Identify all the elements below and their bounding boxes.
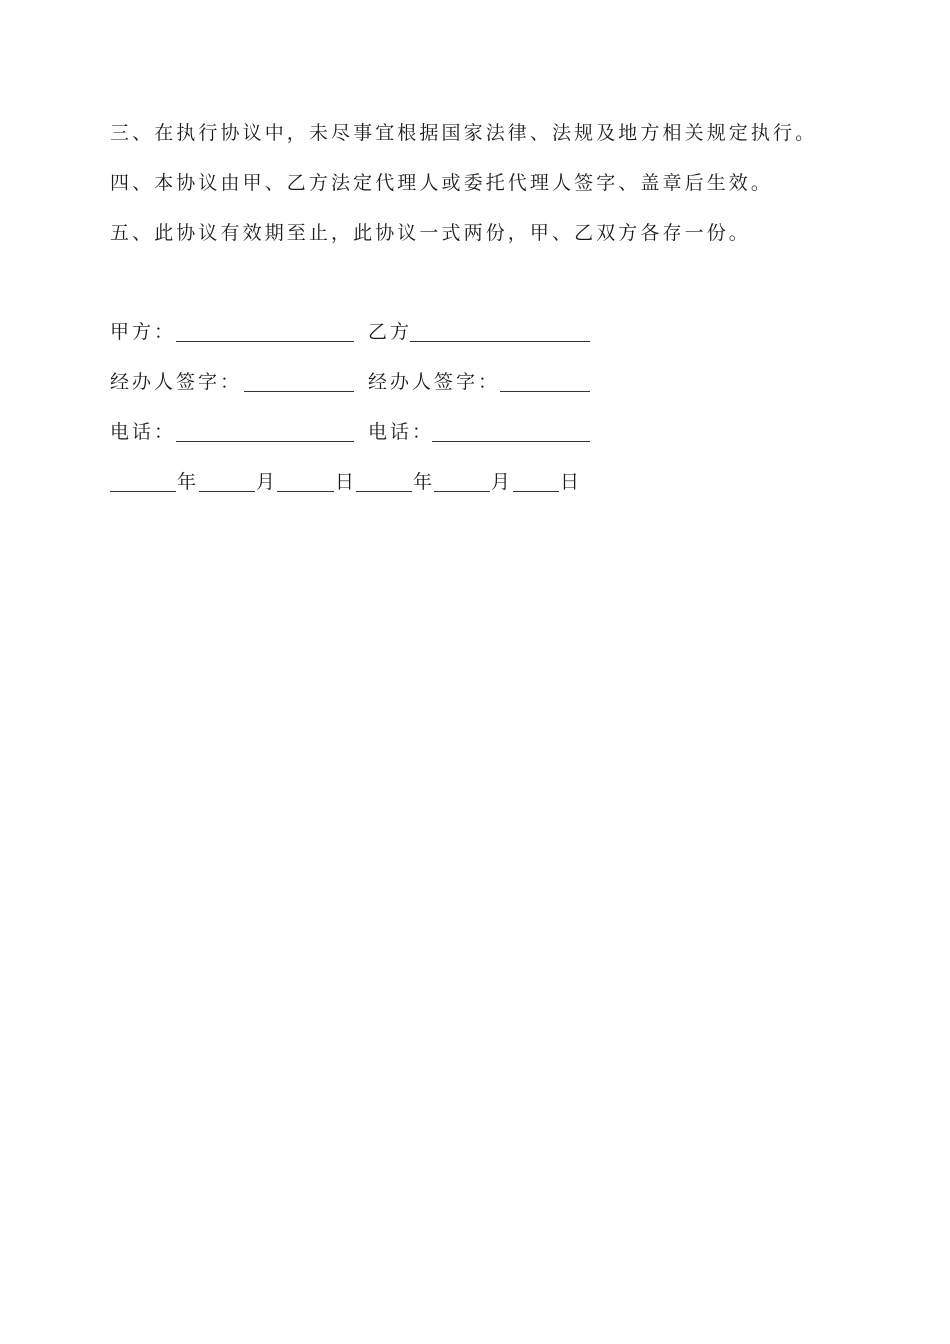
agent-sign-a-blank[interactable] <box>244 370 354 392</box>
date-b-day-blank[interactable] <box>513 470 559 492</box>
party-a-blank[interactable] <box>176 320 354 342</box>
phone-a-blank[interactable] <box>176 420 354 442</box>
clause-4: 四、本协议由甲、乙方法定代理人或委托代理人签字、盖章后生效。 <box>110 172 774 194</box>
date-a-month-blank[interactable] <box>199 470 255 492</box>
date-a-year-label: 年 <box>177 471 197 493</box>
date-a-day-label: 日 <box>335 471 355 493</box>
party-a-label: 甲方： <box>110 321 177 343</box>
date-b-month-blank[interactable] <box>434 470 490 492</box>
date-a-month-label: 月 <box>256 471 276 493</box>
date-b-year-label: 年 <box>413 471 433 493</box>
party-b-label: 乙方 <box>368 321 413 343</box>
party-b-blank[interactable] <box>410 320 590 342</box>
date-b-day-label: 日 <box>560 471 580 493</box>
date-b-month-label: 月 <box>491 471 511 493</box>
agent-sign-b-blank[interactable] <box>500 370 590 392</box>
agent-sign-b-label: 经办人签字： <box>368 371 501 393</box>
date-b-year-blank[interactable] <box>356 470 412 492</box>
date-a-year-blank[interactable] <box>110 470 176 492</box>
phone-b-blank[interactable] <box>432 420 590 442</box>
clause-3: 三、在执行协议中，未尽事宜根据国家法律、法规及地方相关规定执行。 <box>110 122 818 144</box>
phone-a-label: 电话： <box>110 421 177 443</box>
agent-sign-a-label: 经办人签字： <box>110 371 243 393</box>
date-a-day-blank[interactable] <box>277 470 334 492</box>
clause-5: 五、此协议有效期至止，此协议一式两份，甲、乙双方各存一份。 <box>110 222 751 244</box>
phone-b-label: 电话： <box>368 421 435 443</box>
